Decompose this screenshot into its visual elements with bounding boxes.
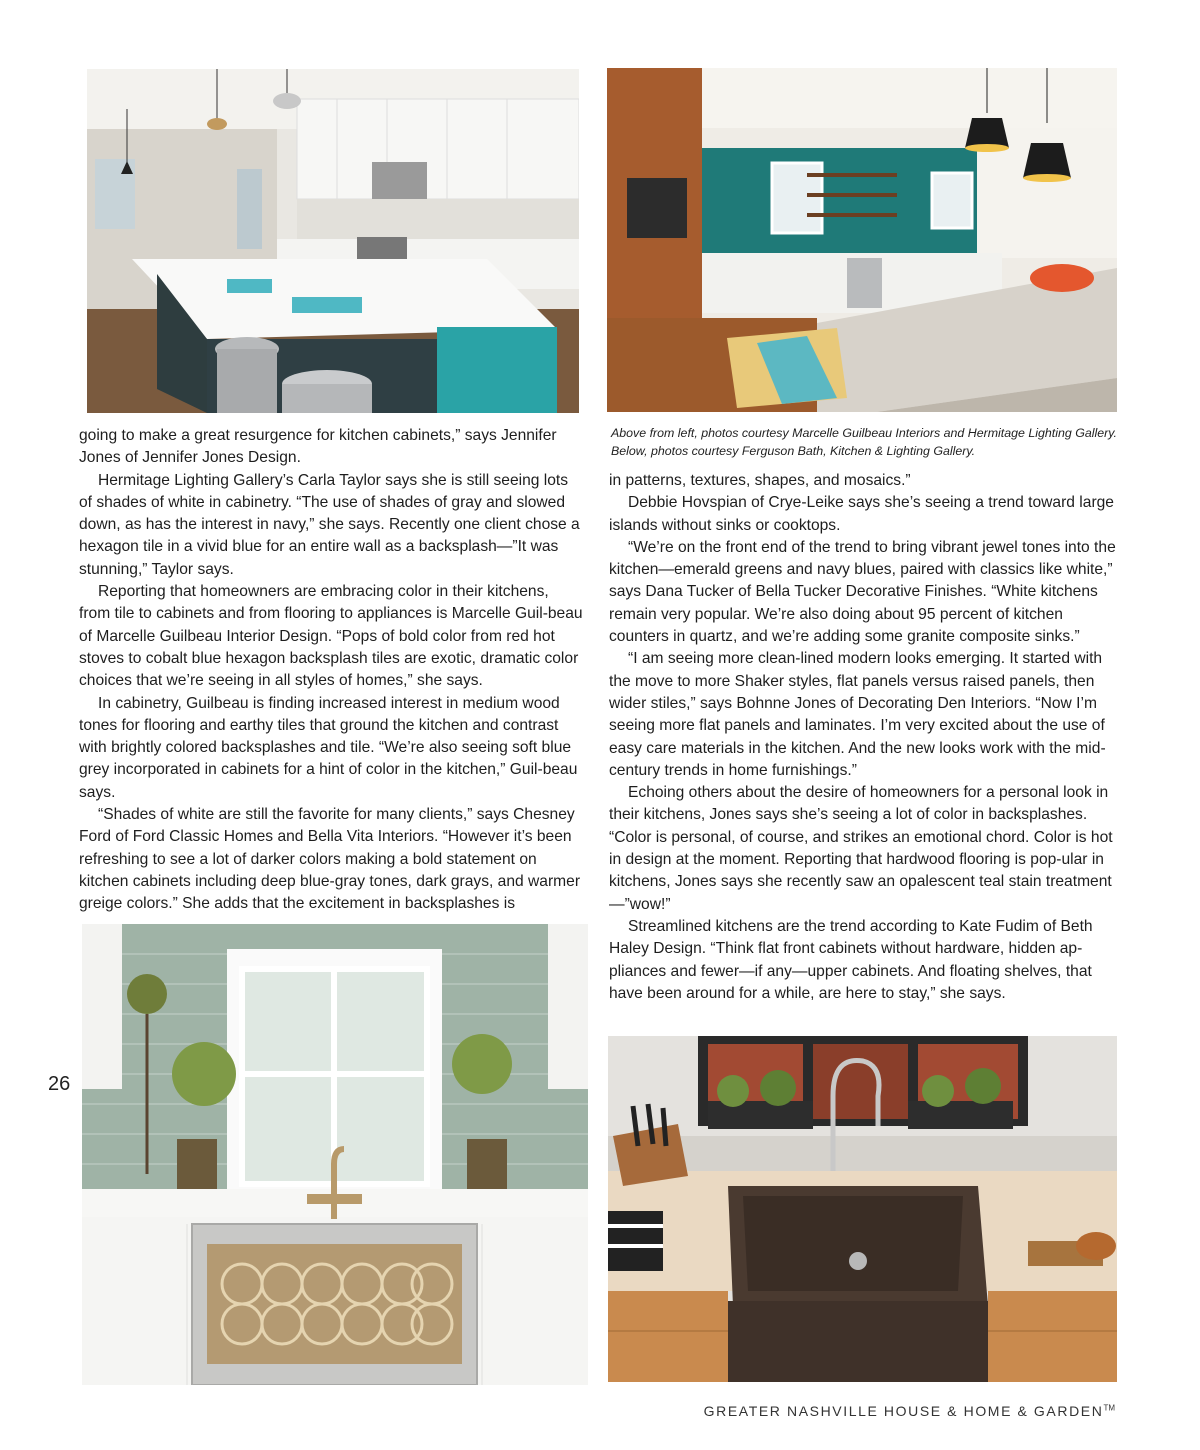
publication-name: GREATER NASHVILLE HOUSE & HOME & GARDEN — [703, 1403, 1104, 1419]
paragraph: In cabinetry, Guilbeau is finding increased interest in medium wood tones for flooring and earthy tiles that ground the kitchen and contrast with brightly colored backsplashes and tile. “We’re also seeing soft blue grey incorporated in cabinets for a hint of color in the kitchen,” Guil-beau says. — [79, 694, 578, 801]
paragraph: “Shades of white are still the favorite for many clients,” says Chesney Ford of Ford Classic Homes and Bella Vita Interiors. “However it’s been refreshing to see a lot of darker colors making a bold statement on kitchen cabinets including deep blue-gray tones, dark grays, and warmer greige colors.” She adds that the excitement in backsplashes is — [79, 806, 581, 913]
paragraph: Hermitage Lighting Gallery’s Carla Taylor says she is still seeing lots of shades of white in cabinetry. “The use of shades of gray and slowed down, as has the interest in navy,” she says. Recently one client chose a hexagon tile in a vivid blue for an entire wall as a backsplash—”It was stunning,” Taylor says. — [79, 471, 580, 578]
page-number: 26 — [48, 1073, 71, 1095]
publication-footer — [704, 1403, 1115, 1419]
paragraph: “We’re on the front end of the trend to bring vibrant jewel tones into the kitchen—emerald greens and navy blues, paired with classics like white,” says Dana Tucker of Bella Tucker Decorative Finishes. “White kitchens remain very popular. We’re also doing about 95 percent of kitchen counters in quartz, and we’re adding some granite composite sinks.” — [609, 538, 1116, 646]
sink-photo-farmhouse — [82, 924, 588, 1385]
paragraph: Echoing others about the desire of homeowners for a personal look in their kitchens, Jones says she’s seeing a lot of color in backsplashes. “Color is personal, of course, and strikes an emotional chord. Color is hot in design at the moment. Reporting that hardwood flooring is pop-ular in kitchens, Jones says she recently saw an opalescent teal stain treatment—”wow!” — [609, 784, 1113, 913]
paragraph: Streamlined kitchens are the trend according to Kate Fudim of Beth Haley Design. “Think flat front cabinets without hardware, hidden ap-pliances and fewer—if any—upper cabinets. And floating shelves, that have been around for a while, are here to stay,” she says. — [609, 917, 1093, 1002]
paragraph: going to make a great resurgence for kitchen cabinets,” says Jennifer Jones of Jennifer Jones Design. — [79, 427, 557, 467]
article-right-column — [609, 470, 1119, 1005]
trademark-symbol: TM — [1103, 1403, 1115, 1413]
paragraph: Debbie Hovspian of Crye-Leike says she’s seeing a trend toward large islands without sinks or cooktops. — [609, 494, 1114, 534]
paragraph: in patterns, textures, shapes, and mosaics.” — [609, 472, 911, 489]
article-left-column — [79, 425, 584, 916]
kitchen-photo-teal-island — [87, 69, 579, 413]
photo-caption: Above from left, photos courtesy Marcelle Guilbeau Interiors and Hermitage Lighting Gallery. Below, photos courtesy Ferguson Bath, Kitchen & Lighting Gallery. — [611, 426, 1117, 458]
paragraph: Reporting that homeowners are embracing color in their kitchens, from tile to cabinets and from flooring to appliances is Marcelle Guil-beau of Marcelle Guilbeau Interior Design. “Pops of bold color from red hot stoves to cobalt blue hexagon backsplash tiles are exotic, dramatic color choices that we’re seeing in all styles of homes,” she says. — [79, 583, 583, 690]
sink-photo-granite-composite — [608, 1036, 1117, 1382]
kitchen-photo-teal-backsplash — [607, 68, 1117, 412]
paragraph: “I am seeing more clean-lined modern looks emerging. It started with the move to more Shaker styles, flat panels versus raised panels, then wider stiles,” says Bohnne Jones of Decorating Den Interiors. “Now I’m seeing more flat panels and laminates. I’m very excited about the use of easy care materials in the kitchen. And the new looks work with the mid-century trends in home furnishings.” — [609, 650, 1106, 779]
